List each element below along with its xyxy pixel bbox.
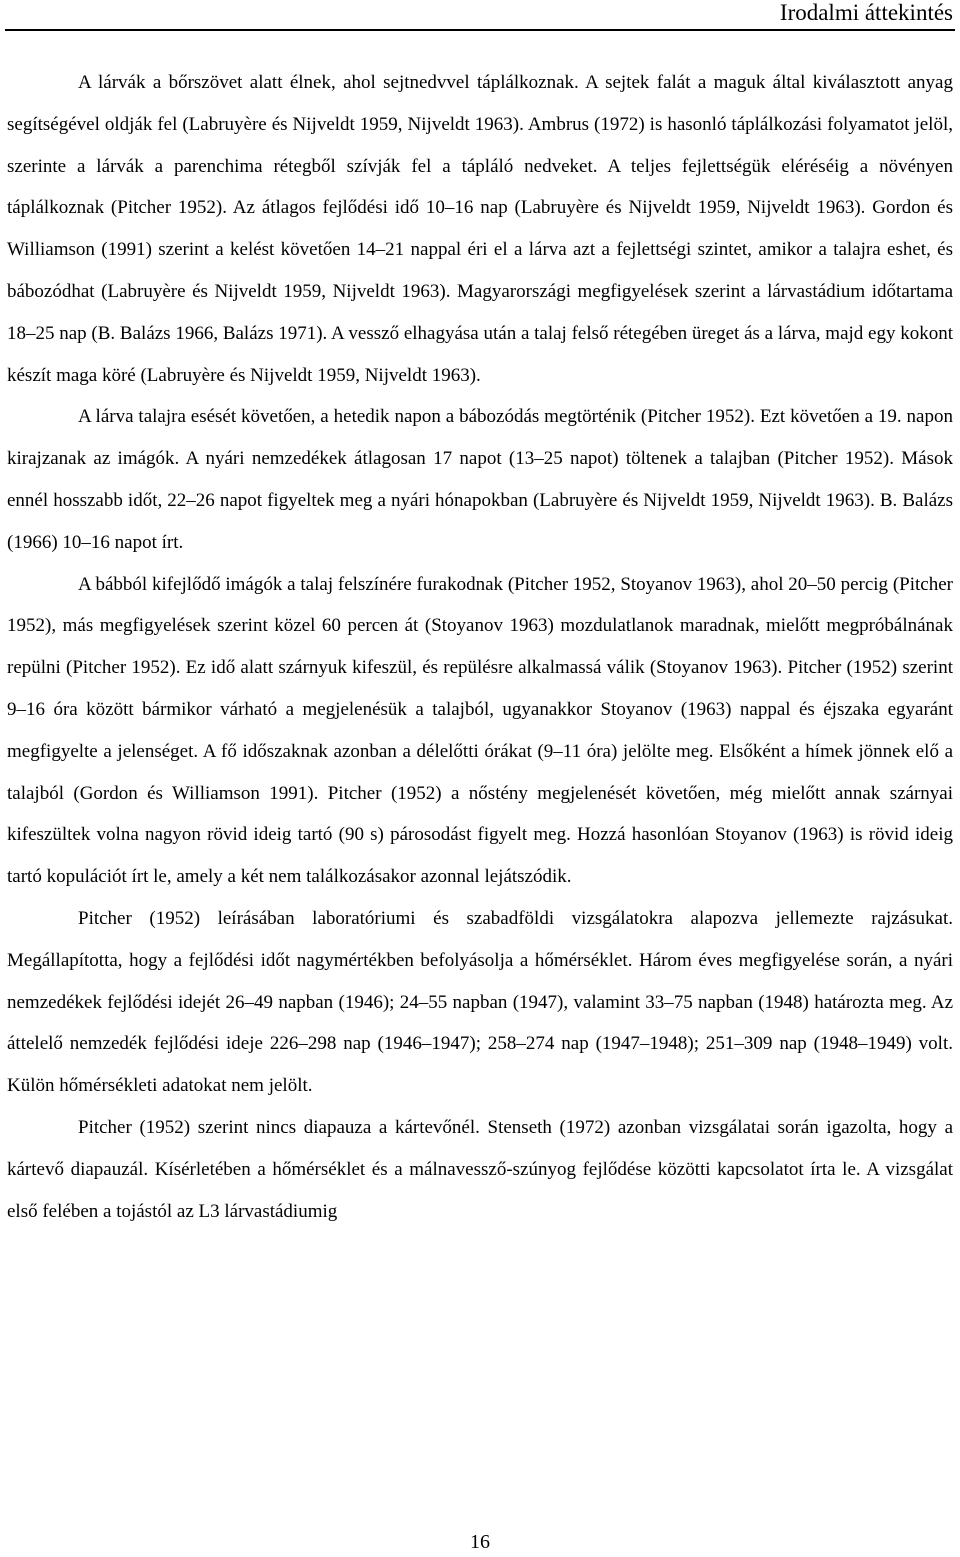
body-text [7, 62, 953, 1232]
paragraph-adult-emergence: A bábból kifejlődő imágók a talaj felszínére furakodnak (Pitcher 1952, Stoyanov 1963), ahol 20–50 percig (Pitcher 1952), más megfigyelések szerint közel 60 percen át (Stoyanov 1963) mozdulatlanok maradnak, mielőtt megpróbálnának repülni (Pitcher 1952). Ez idő alatt szárnyuk kifeszül, és repülésre alkalmassá válik (Stoyanov 1963). Pitcher (1952) szerint 9–16 óra között bármikor várható a megjelenésük a talajból, ugyanakkor Stoyanov (1963) nappal és éjszaka egyaránt megfigyelte a jelenséget. A fő időszaknak azonban a délelőtti órákat (9–11 óra) jelölte meg. Elsőként a hímek jönnek elő a talajból (Gordon és Williamson 1991). Pitcher (1952) a nőstény megjelenését követően, még mielőtt annak szárnyai kifeszültek volna nagyon rövid ideig tartó (90 s) párosodást figyelt meg. Hozzá hasonlóan Stoyanov (1963) is rövid ideig tartó kopulációt írt le, amely a két nem találkozásakor azonnal lejátszódik. [7, 573, 953, 888]
paragraph-pupation: A lárva talajra esését követően, a hetedik napon a bábozódás megtörténik (Pitcher 1952). Ezt követően a 19. napon kirajzanak az imágók. A nyári nemzedékek átlagosan 17 napot (13–25 napot) töltenek a talajban (Pitcher 1952). Mások ennél hosszabb időt, 22–26 napot figyeltek meg a nyári hónapokban (Labruyère és Nijveldt 1959, Nijveldt 1963). B. Balázs (1966) 10–16 napot írt. [7, 406, 953, 553]
running-header-title: Irodalmi áttekintés [779, 0, 953, 25]
paragraph-larvae-feeding: A lárvák a bőrszövet alatt élnek, ahol sejtnedvvel táplálkoznak. A sejtek falát a maguk által kiválasztott anyag segítségével oldják fel (Labruyère és Nijveldt 1959, Nijveldt 1963). Ambrus (1972) is hasonló táplálkozási folyamatot jelöl, szerinte a lárvák a parenchima rétegből szívják fel a tápláló nedveket. A teljes fejlettségük eléréséig a növényen táplálkoznak (Pitcher 1952). Az átlagos fejlődési idő 10–16 nap (Labruyère és Nijveldt 1959, Nijveldt 1963). Gordon és Williamson (1991) szerint a kelést követően 14–21 nappal éri el a lárva azt a fejlettségi szintet, amikor a talajra eshet, és bábozódhat (Labruyère és Nijveldt 1959, Nijveldt 1963). Magyarországi megfigyelések szerint a lárvastádium időtartama 18–25 nap (B. Balázs 1966, Balázs 1971). A vessző elhagyása után a talaj felső rétegében üreget ás a lárva, majd egy kokont készít maga köré (Labruyère és Nijveldt 1959, Nijveldt 1963). [7, 72, 954, 386]
header-divider [5, 29, 955, 31]
page-header [0, 0, 960, 32]
paragraph-diapause: Pitcher (1952) szerint nincs diapauza a kártevőnél. Stenseth (1972) azonban vizsgálatai során igazolta, hogy a kártevő diapauzál. Kísérletében a hőmérséklet és a málnavessző-szúnyog fejlődése közötti kapcsolatot írta le. A vizsgálat első felében a tojástól az L3 lárvastádiumig [7, 1116, 953, 1222]
page-number: 16 [470, 1531, 490, 1553]
paragraph-development-time: Pitcher (1952) leírásában laboratóriumi és szabadföldi vizsgálatokra alapozva jellemezte rajzásukat. Megállapította, hogy a fejlődési időt nagymértékben befolyásolja a hőmérséklet. Három éves megfigyelése során, a nyári nemzedékek fejlődési idejét 26–49 napban (1946); 24–55 napban (1947), valamint 33–75 napban (1948) határozta meg. Az áttelelő nemzedék fejlődési ideje 226–298 nap (1946–1947); 258–274 nap (1947–1948); 251–309 nap (1948–1949) volt. Külön hőmérsékleti adatokat nem jelölt. [7, 907, 953, 1097]
